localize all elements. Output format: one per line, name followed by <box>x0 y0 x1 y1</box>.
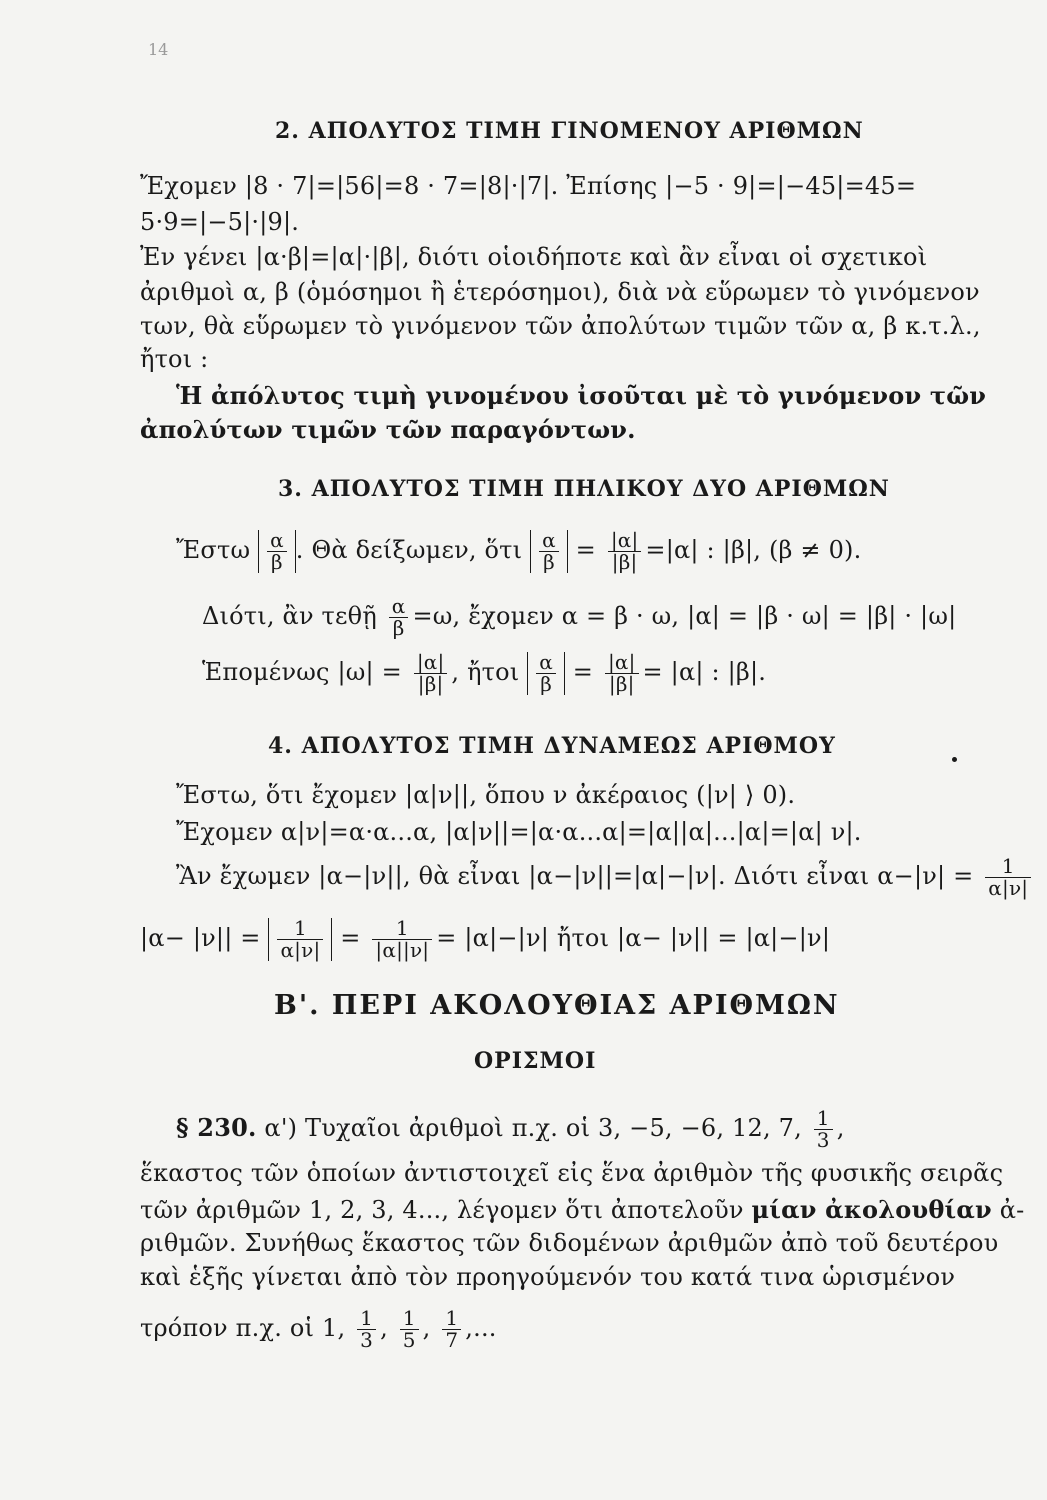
section-2-title: 2. ΑΠΟΛΥΤΟΣ ΤΙΜΗ ΓΙΝΟΜΕΝΟΥ ΑΡΙΘΜΩΝ <box>275 118 864 144</box>
section-b-title: Β'. ΠΕΡΙ ΑΚΟΛΟΥΘΙΑΣ ΑΡΙΘΜΩΝ <box>274 990 840 1021</box>
fraction-one-fifth: $\frac{1}{5}$ <box>400 1308 419 1351</box>
abs-fraction-4: $\frac{1}{\alpha|\nu|}$ <box>268 918 332 961</box>
ink-dot <box>952 757 957 762</box>
sec4-line-2: Ἔχομεν α|ν|=α·α...α, |α|ν||=|α·α...α|=|α||α|...|α|=|α| ν|. <box>176 818 862 846</box>
sec2-line-6: ἤτοι : <box>140 345 209 373</box>
fraction-alpha-beta: $\frac{\alpha}{\beta}$ <box>389 596 409 639</box>
fraction-abs-ratio-3: $\frac{|\alpha|}{|\beta|}$ <box>605 652 639 695</box>
sec4-line-1: Ἔστω, ὅτι ἔχομεν |α|ν||, ὅπου ν ἀκέραιος (|ν| ⟩ 0). <box>176 781 796 809</box>
sec4-line-4: |α− |ν|| = $\frac{1}{\alpha|\nu|}$ = $\frac{1}{|\alpha||\nu|}$ = |α|−|ν| ἤτοι |α− |ν|| = |α|−|ν| <box>140 916 831 962</box>
abs-fraction-2: $\frac{\alpha}{\beta}$ <box>530 530 568 573</box>
sec2-rule-line-1: Ἡ ἀπόλυτος τιμὴ γινομένου ἰσοῦται μὲ τὸ γινόμενον τῶν <box>176 381 987 410</box>
sec3-l1-text-a: Ἔστω <box>176 536 251 564</box>
sec3-line-2: Διότι, ἂν τεθῇ $\frac{\alpha}{\beta}$ =ω, ἔχομεν α = β · ω, |α| = |β · ω| = |β| · |ω| <box>202 594 957 640</box>
abs-fraction-3: $\frac{\alpha}{\beta}$ <box>527 652 565 695</box>
fraction-one-over-power: $\frac{1}{\alpha|\nu|}$ <box>985 856 1031 899</box>
fraction-one-seventh: $\frac{1}{7}$ <box>442 1308 461 1351</box>
section-4-title: 4. ΑΠΟΛΥΤΟΣ ΤΙΜΗ ΔΥΝΑΜΕΩΣ ΑΡΙΘΜΟΥ <box>268 733 836 759</box>
secB-para-line-2: ἕκαστος τῶν ὁποίων ἀντιστοιχεῖ εἰς ἕνα ἀριθμὸν τῆς φυσικῆς σειρᾶς <box>140 1159 1004 1187</box>
fraction-one-third-a: $\frac{1}{3}$ <box>814 1108 833 1151</box>
sec3-l1-text-b: . Θὰ δείξωμεν, ὅτι <box>295 536 523 564</box>
sec3-line-3: Ἑπομένως |ω| = $\frac{|\alpha|}{|\beta|}$ , ἤτοι $\frac{\alpha}{\beta}$ = $\frac{|\alpha|}{|\beta|}$ = |α| : |β|. <box>202 650 767 696</box>
sec2-line-3: Ἐν γένει |α·β|=|α|·|β|, διότι οἱοιδήποτε καὶ ἂν εἶναι οἱ σχετικοὶ <box>140 243 928 271</box>
secB-para-line-5: καὶ ἑξῆς γίνεται ἀπὸ τὸν προηγούμενόν του κατά τινα ὡρισμένον <box>140 1263 956 1291</box>
sec2-line-4: ἀριθμοὶ α, β (ὁμόσημοι ἢ ἑτερόσημοι), διὰ νὰ εὕρωμεν τὸ γινόμενον <box>140 278 980 306</box>
sec2-rule-line-2: ἀπολύτων τιμῶν τῶν παραγόντων. <box>140 415 636 444</box>
fraction-abs-ratio-2: $\frac{|\alpha|}{|\beta|}$ <box>414 652 448 695</box>
fraction-one-third-b: $\frac{1}{3}$ <box>357 1308 376 1351</box>
sec3-l1-text-c: =|α| : |β|, (β ≠ 0). <box>645 536 862 564</box>
secB-para-line-3: τῶν ἀριθμῶν 1, 2, 3, 4..., λέγομεν ὅτι ἀποτελοῦν μίαν ἀκολουθίαν ἀ- <box>140 1195 1025 1224</box>
page-number: 14 <box>148 40 169 59</box>
sec2-line-5: των, θὰ εὕρωμεν τὸ γινόμενον τῶν ἀπολύτων τιμῶν τῶν α, β κ.τ.λ., <box>140 312 981 340</box>
fraction-abs-ratio-1: $\frac{|\alpha|}{|\beta|}$ <box>608 530 642 573</box>
term-sequence: μίαν ἀκολουθίαν <box>751 1195 992 1224</box>
sec2-line-1: Ἔχομεν |8 · 7|=|56|=8 · 7=|8|·|7|. Ἐπίσης |−5 · 9|=|−45|=45= <box>140 172 917 200</box>
sec2-line-2: 5·9=|−5|·|9|. <box>140 208 300 236</box>
secB-para-line-4: ριθμῶν. Συνήθως ἕκαστος τῶν διδομένων ἀριθμῶν ἀπὸ τοῦ δευτέρου <box>140 1229 999 1257</box>
abs-fraction-1: $\frac{\alpha}{\beta}$ <box>258 530 296 573</box>
paragraph-number: § 230. <box>176 1113 257 1142</box>
sec3-line-1: Ἔστω $\frac{\alpha}{\beta}$ . Θὰ δείξωμεν, ὅτι $\frac{\alpha}{\beta}$ = $\frac{|\alpha|}{|\beta|}$ =|α| : |β|, (β ≠ 0). <box>176 528 862 574</box>
section-b-subtitle: ΟΡΙΣΜΟΙ <box>474 1048 597 1074</box>
section-3-title: 3. ΑΠΟΛΥΤΟΣ ΤΙΜΗ ΠΗΛΙΚΟΥ ΔΥΟ ΑΡΙΘΜΩΝ <box>278 476 890 502</box>
secB-para-line-6: τρόπον π.χ. οἱ 1, $\frac{1}{3}$ , $\frac{1}{5}$ , $\frac{1}{7}$ ,... <box>140 1306 497 1352</box>
sec4-line-3: Ἂν ἔχωμεν |α−|ν||, θὰ εἶναι |α−|ν||=|α|−|ν|. Διότι εἶναι α−|ν| = $\frac{1}{\alpha|\nu|}$ <box>176 856 1035 899</box>
fraction-one-over-abs-power: $\frac{1}{|\alpha||\nu|}$ <box>372 918 432 961</box>
secB-para-line-1: § 230. α') Τυχαῖοι ἀριθμοὶ π.χ. οἱ 3, −5, −6, 12, 7, $\frac{1}{3}$ , <box>176 1106 845 1152</box>
